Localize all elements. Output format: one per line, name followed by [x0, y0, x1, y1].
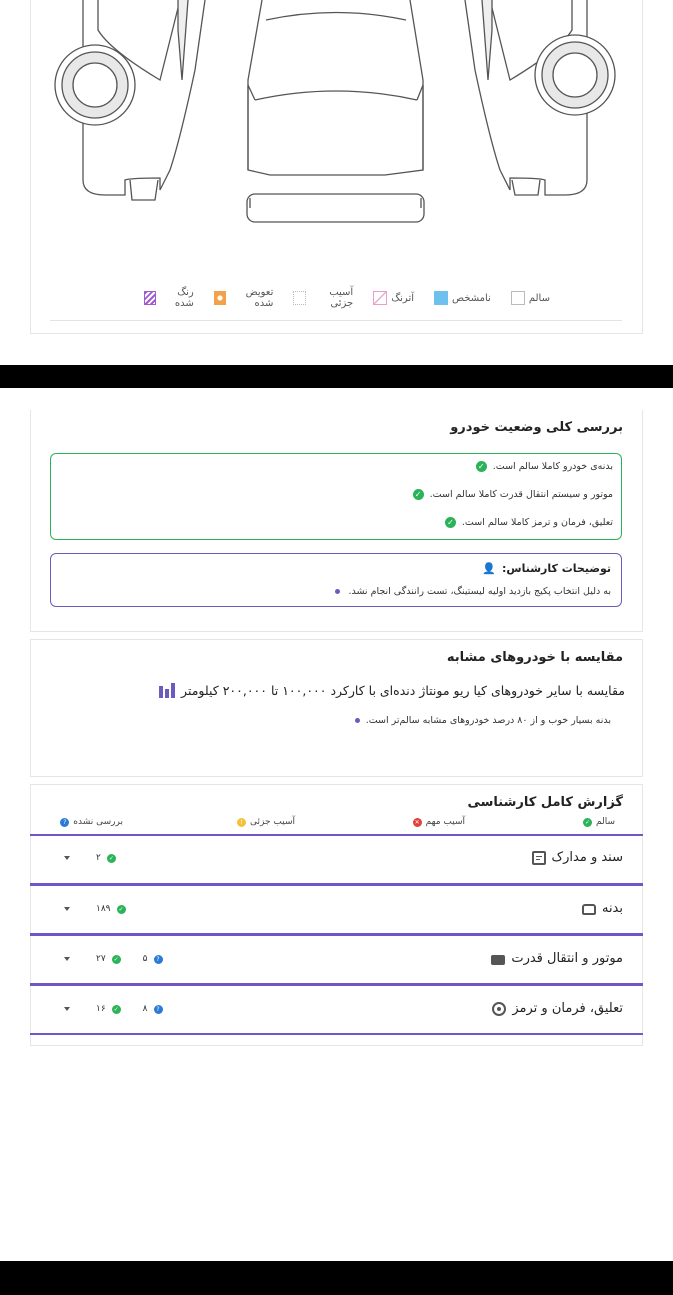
- damage-legend: [130, 288, 550, 308]
- row-divider: [30, 933, 643, 936]
- bullet-icon: [355, 718, 360, 723]
- comparison-bullet: بدنه بسیار خوب و از ۸۰ درصد خودروهای مشابه سالم‌تر است.: [355, 715, 611, 726]
- check-circle-icon: ✓: [108, 854, 114, 862]
- chevron-down-icon[interactable]: [64, 856, 70, 860]
- check-row-engine: ✓ موتور و سیستم انتقال قدرت کاملا سالم است.: [413, 489, 613, 500]
- legend-unknown: نامشخص: [434, 291, 491, 305]
- healthy-swatch-icon: [511, 291, 525, 305]
- minor-damage-swatch-icon: [293, 291, 305, 305]
- report-title: گزارش کامل کارشناسی: [467, 795, 623, 810]
- report-legend-healthy: ✓ سالم: [584, 817, 615, 827]
- legend-painted: رنگ شده: [144, 287, 194, 309]
- question-circle-icon: ?: [154, 1005, 163, 1014]
- chevron-down-icon[interactable]: [64, 957, 70, 961]
- painted-swatch-icon: [144, 291, 156, 305]
- question-circle-icon: ?: [60, 818, 69, 827]
- overview-title: بررسی کلی وضعیت خودرو: [450, 420, 623, 435]
- legend-putty: آترنگ: [373, 291, 414, 305]
- bullet-icon: [335, 589, 340, 594]
- health-summary-box: [50, 453, 622, 540]
- check-circle-icon: ✓: [413, 489, 424, 500]
- error-circle-icon: ✕: [414, 818, 420, 826]
- check-row-body: ✓ بدنه‌ی خودرو کاملا سالم است.: [476, 461, 613, 472]
- category-counts: ۱۸۹ ✓: [96, 904, 124, 914]
- row-divider: [30, 883, 643, 886]
- check-circle-icon: ✓: [118, 905, 124, 913]
- category-title: سند و مدارک: [532, 850, 624, 865]
- category-row-body[interactable]: [30, 887, 643, 933]
- legend-minor-damage: آسیب جزئی: [293, 287, 353, 309]
- check-row-suspension: ✓ تعلیق، فرمان و ترمز کاملا سالم است.: [445, 517, 613, 528]
- row-divider: [30, 1033, 643, 1035]
- steering-icon: [492, 1002, 506, 1016]
- expert-notes-header: 👤 توضیحات کارشناس:: [482, 562, 611, 575]
- category-title: بدنه: [582, 901, 623, 916]
- comparison-headline: مقایسه با سایر خودروهای کیا ریو مونتاژ دنده‌ای با کارکرد ۱۰۰,۰۰۰ تا ۲۰۰,۰۰۰ کیلومتر: [159, 683, 625, 698]
- check-circle-icon: ✓: [476, 461, 487, 472]
- document-icon: [532, 851, 546, 865]
- comparison-title: مقایسه با خودروهای مشابه: [446, 650, 623, 665]
- category-row-engine[interactable]: [30, 937, 643, 983]
- divider: [50, 320, 622, 321]
- car-body-diagram: [50, 0, 630, 230]
- legend-healthy: سالم: [511, 291, 550, 305]
- category-row-documents[interactable]: [30, 836, 643, 882]
- expert-notes-box: [50, 553, 622, 607]
- category-counts: ۱۶ ✓ ۸ ?: [96, 1004, 163, 1014]
- report-legend-major: ✕ آسیب مهم: [414, 817, 465, 827]
- check-circle-icon: ✓: [113, 955, 119, 963]
- car-icon: [582, 904, 596, 915]
- report-legend-unchecked: ? بررسی نشده: [60, 817, 123, 827]
- engine-icon: [491, 955, 505, 965]
- check-circle-icon: ✓: [445, 517, 456, 528]
- expert-note: به دلیل انتخاب پکیج بازدید اولیه لیستینگ، تست رانندگی انجام نشد.: [335, 586, 611, 597]
- bottom-bar: [0, 1261, 673, 1295]
- row-divider: [30, 983, 643, 986]
- check-circle-icon: ✓: [113, 1005, 119, 1013]
- legend-replaced: تعویض شده: [214, 287, 274, 309]
- bar-chart-icon: [159, 683, 175, 698]
- replaced-swatch-icon: [214, 291, 226, 305]
- check-circle-icon: ✓: [584, 818, 590, 826]
- chevron-down-icon[interactable]: [64, 1007, 70, 1011]
- category-title: تعلیق، فرمان و ترمز: [492, 1001, 623, 1016]
- user-icon: 👤: [482, 562, 497, 575]
- category-counts: ۲۷ ✓ ۵ ?: [96, 954, 163, 964]
- chevron-down-icon[interactable]: [64, 907, 70, 911]
- screen-gap: [0, 365, 673, 388]
- putty-swatch-icon: [373, 291, 387, 305]
- category-title: موتور و انتقال قدرت: [491, 951, 623, 966]
- category-row-suspension[interactable]: [30, 987, 643, 1033]
- report-legend-minor: ! آسیب جزئی: [237, 817, 295, 827]
- warning-circle-icon: !: [237, 818, 246, 827]
- unknown-swatch-icon: [434, 291, 448, 305]
- question-circle-icon: ?: [154, 955, 163, 964]
- category-counts: ۲ ✓: [96, 853, 114, 863]
